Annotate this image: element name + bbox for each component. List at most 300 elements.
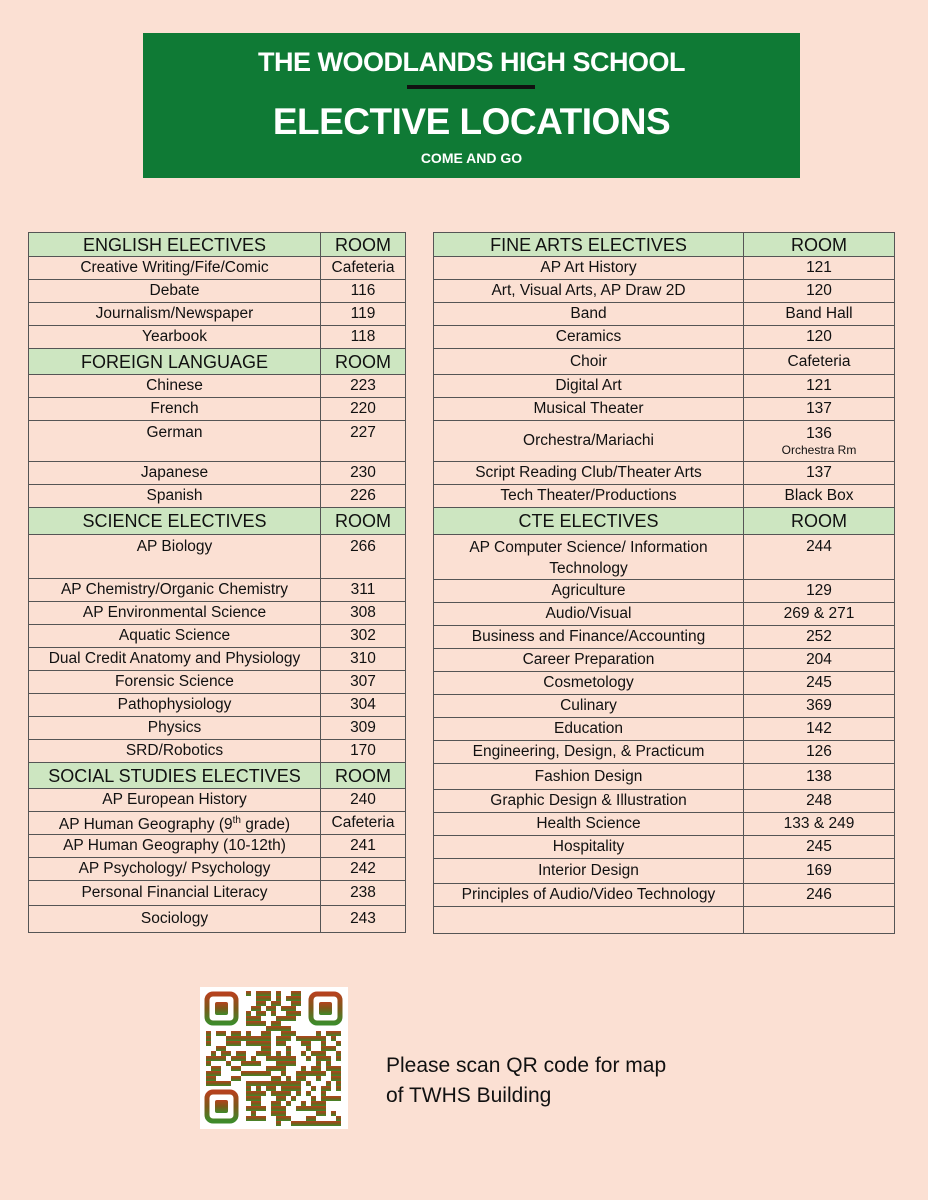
qr-module — [251, 1061, 256, 1066]
qr-module — [261, 1071, 266, 1076]
room-number: 311 — [321, 579, 406, 602]
elective-name: Japanese — [29, 462, 321, 485]
elective-name: Cosmetology — [434, 672, 744, 695]
room-number: 220 — [321, 398, 406, 421]
room-number: 309 — [321, 717, 406, 740]
qr-module — [276, 1021, 281, 1026]
elective-name: Art, Visual Arts, AP Draw 2D — [434, 280, 744, 303]
qr-module — [281, 1031, 286, 1036]
qr-module — [261, 1031, 266, 1036]
elective-name: German — [29, 421, 321, 462]
qr-module — [251, 1006, 256, 1011]
room-header: ROOM — [321, 349, 406, 375]
qr-module — [236, 1076, 241, 1081]
qr-module — [221, 1056, 226, 1061]
qr-module — [306, 1071, 311, 1076]
qr-module — [226, 1081, 231, 1086]
qr-module — [216, 1056, 221, 1061]
room-number: 119 — [321, 303, 406, 326]
qr-module — [286, 1101, 291, 1106]
qr-module — [326, 1056, 331, 1061]
empty-cell — [434, 907, 744, 934]
table-row — [434, 603, 895, 626]
qr-module — [321, 1091, 326, 1096]
room-number: 138 — [744, 764, 895, 790]
room-number: 133 & 249 — [744, 813, 895, 836]
qr-module — [291, 1031, 296, 1036]
elective-name: Education — [434, 718, 744, 741]
qr-module — [336, 1051, 341, 1056]
qr-module — [246, 1081, 251, 1086]
table-row — [434, 326, 895, 349]
qr-module — [286, 996, 291, 1001]
qr-module — [316, 1031, 321, 1036]
qr-module — [301, 1106, 306, 1111]
qr-module — [271, 1026, 276, 1031]
qr-module — [251, 1081, 256, 1086]
qr-module — [316, 1101, 321, 1106]
table-row — [29, 375, 406, 398]
room-header: ROOM — [744, 508, 895, 535]
qr-module — [296, 1071, 301, 1076]
qr-module — [266, 1071, 271, 1076]
qr-module — [321, 1121, 326, 1126]
room-number: 230 — [321, 462, 406, 485]
qr-module — [321, 1101, 326, 1106]
elective-name: Health Science — [434, 813, 744, 836]
qr-module — [291, 991, 296, 996]
qr-module — [271, 1056, 276, 1061]
elective-name: Orchestra/Mariachi — [434, 421, 744, 462]
qr-module — [331, 1036, 336, 1041]
qr-module — [326, 1061, 331, 1066]
qr-module — [266, 1031, 271, 1036]
table-row — [434, 462, 895, 485]
qr-module — [211, 1081, 216, 1086]
qr-module — [246, 1041, 251, 1046]
qr-module — [316, 1056, 321, 1061]
qr-module — [286, 1006, 291, 1011]
qr-module — [286, 1086, 291, 1091]
elective-name: Journalism/Newspaper — [29, 303, 321, 326]
qr-module — [261, 1021, 266, 1026]
qr-module — [311, 1096, 316, 1101]
qr-module — [276, 1096, 281, 1101]
qr-module — [286, 1031, 291, 1036]
qr-module — [336, 1076, 341, 1081]
qr-module — [276, 1026, 281, 1031]
room-number: 129 — [744, 580, 895, 603]
title-divider — [407, 85, 535, 89]
qr-module — [266, 991, 271, 996]
qr-module — [301, 1121, 306, 1126]
qr-module — [311, 1071, 316, 1076]
qr-module — [251, 1101, 256, 1106]
qr-module — [291, 1001, 296, 1006]
elective-name: Chinese — [29, 375, 321, 398]
qr-module — [276, 1041, 281, 1046]
qr-module — [336, 1116, 341, 1121]
qr-module — [291, 1006, 296, 1011]
qr-module — [321, 1056, 326, 1061]
qr-module — [281, 1041, 286, 1046]
room-number: 245 — [744, 672, 895, 695]
qr-module — [286, 1051, 291, 1056]
qr-module — [266, 1086, 271, 1091]
qr-module — [256, 1086, 261, 1091]
room-number: Cafeteria — [321, 257, 406, 280]
right-electives-table — [433, 232, 895, 934]
qr-module — [206, 1056, 211, 1061]
qr-module — [281, 1106, 286, 1111]
section-header-social-studies — [29, 763, 406, 789]
room-number: 142 — [744, 718, 895, 741]
qr-module — [286, 1076, 291, 1081]
qr-module — [276, 1036, 281, 1041]
qr-module — [231, 1041, 236, 1046]
qr-module — [216, 1071, 221, 1076]
qr-module — [296, 1121, 301, 1126]
table-row — [434, 718, 895, 741]
qr-module — [251, 1036, 256, 1041]
page-title: ELECTIVE LOCATIONS — [272, 101, 671, 142]
qr-module — [281, 1056, 286, 1061]
qr-module — [316, 1076, 321, 1081]
qr-module — [296, 1086, 301, 1091]
section-title: FOREIGN LANGUAGE — [29, 349, 321, 375]
qr-module — [276, 991, 281, 996]
qr-module — [336, 1066, 341, 1071]
qr-module — [286, 1011, 291, 1016]
qr-module — [276, 1091, 281, 1096]
room-note: Orchestra Rm — [781, 443, 857, 457]
qr-module — [276, 1066, 281, 1071]
room-number: 310 — [321, 648, 406, 671]
room-number: 369 — [744, 695, 895, 718]
qr-module — [306, 1036, 311, 1041]
qr-module — [226, 1036, 231, 1041]
qr-module — [296, 1011, 301, 1016]
qr-module — [321, 1096, 326, 1101]
qr-module — [236, 1036, 241, 1041]
table-row — [434, 398, 895, 421]
qr-module — [206, 1036, 211, 1041]
qr-module — [256, 1006, 261, 1011]
qr-module — [311, 1106, 316, 1111]
section-header-cte — [434, 508, 895, 535]
qr-module — [271, 1101, 276, 1106]
qr-module — [256, 1081, 261, 1086]
elective-name: AP Environmental Science — [29, 602, 321, 625]
qr-module — [316, 1061, 321, 1066]
qr-module — [291, 1081, 296, 1086]
elective-name: Digital Art — [434, 375, 744, 398]
qr-module — [256, 1016, 261, 1021]
table-row — [29, 257, 406, 280]
qr-module — [281, 1081, 286, 1086]
qr-module — [246, 1016, 251, 1021]
qr-module — [276, 1116, 281, 1121]
qr-module — [281, 1026, 286, 1031]
qr-module — [321, 1041, 326, 1046]
qr-module — [336, 1031, 341, 1036]
qr-module — [246, 1011, 251, 1016]
school-name: THE WOODLANDS HIGH SCHOOL — [258, 47, 685, 77]
qr-module — [206, 1081, 211, 1086]
qr-code-icon[interactable] — [200, 987, 348, 1129]
qr-module — [276, 1101, 281, 1106]
qr-module — [251, 1091, 256, 1096]
qr-module — [336, 1071, 341, 1076]
table-row — [29, 462, 406, 485]
room-header: ROOM — [744, 233, 895, 257]
table-row — [29, 835, 406, 858]
qr-module — [266, 1056, 271, 1061]
qr-module — [256, 1096, 261, 1101]
qr-module — [301, 1066, 306, 1071]
qr-module — [331, 1111, 336, 1116]
qr-module — [336, 1041, 341, 1046]
elective-name: Engineering, Design, & Practicum — [434, 741, 744, 764]
qr-module — [326, 1086, 331, 1091]
room-number: 137 — [744, 462, 895, 485]
qr-module — [301, 1041, 306, 1046]
qr-module — [246, 1091, 251, 1096]
elective-name: Sociology — [29, 906, 321, 933]
qr-module — [251, 1111, 256, 1116]
qr-module — [281, 1071, 286, 1076]
qr-module — [276, 1056, 281, 1061]
empty-cell — [744, 907, 895, 934]
qr-module — [276, 1051, 281, 1056]
qr-module — [211, 1051, 216, 1056]
qr-module — [206, 1041, 211, 1046]
qr-module — [286, 1081, 291, 1086]
qr-module — [286, 1026, 291, 1031]
table-row — [434, 535, 895, 580]
qr-module — [251, 1116, 256, 1121]
table-row-empty — [434, 907, 895, 934]
qr-module — [221, 1051, 226, 1056]
qr-module — [311, 1121, 316, 1126]
elective-name: Musical Theater — [434, 398, 744, 421]
qr-module — [271, 1091, 276, 1096]
table-row — [434, 375, 895, 398]
qr-module — [286, 1056, 291, 1061]
elective-name: French — [29, 398, 321, 421]
qr-module — [211, 1066, 216, 1071]
qr-module — [236, 1031, 241, 1036]
table-row — [29, 789, 406, 812]
qr-module — [316, 1066, 321, 1071]
table-row — [434, 349, 895, 375]
qr-module — [261, 1116, 266, 1121]
elective-name: Culinary — [434, 695, 744, 718]
qr-module — [296, 1036, 301, 1041]
qr-finder-dot — [215, 1002, 228, 1015]
table-row — [434, 672, 895, 695]
qr-module — [211, 1071, 216, 1076]
qr-module — [226, 1051, 231, 1056]
qr-module — [316, 1111, 321, 1116]
elective-name: AP Psychology/ Psychology — [29, 858, 321, 881]
room-number: 245 — [744, 836, 895, 859]
qr-module — [271, 1086, 276, 1091]
qr-module — [251, 1021, 256, 1026]
qr-module — [281, 1006, 286, 1011]
room-number: 118 — [321, 326, 406, 349]
room-number: Black Box — [744, 485, 895, 508]
qr-module — [316, 1036, 321, 1041]
elective-name: Interior Design — [434, 859, 744, 884]
table-row — [434, 257, 895, 280]
table-row — [434, 764, 895, 790]
qr-module — [236, 1066, 241, 1071]
qr-module — [316, 1051, 321, 1056]
qr-module — [256, 1061, 261, 1066]
qr-module — [286, 1116, 291, 1121]
qr-module — [281, 1086, 286, 1091]
qr-module — [246, 991, 251, 996]
table-row — [29, 421, 406, 462]
room-number: 226 — [321, 485, 406, 508]
elective-name: Physics — [29, 717, 321, 740]
qr-module — [331, 1096, 336, 1101]
qr-module — [206, 1076, 211, 1081]
qr-module — [266, 1041, 271, 1046]
qr-module — [281, 1066, 286, 1071]
qr-module — [296, 1081, 301, 1086]
room-number: 121 — [744, 257, 895, 280]
qr-module — [251, 1016, 256, 1021]
qr-module — [281, 1091, 286, 1096]
room-number: 120 — [744, 326, 895, 349]
qr-module — [221, 1046, 226, 1051]
qr-module — [256, 1011, 261, 1016]
qr-module — [246, 1116, 251, 1121]
room-number: Band Hall — [744, 303, 895, 326]
qr-module — [321, 1046, 326, 1051]
elective-name: Ceramics — [434, 326, 744, 349]
elective-name: Business and Finance/Accounting — [434, 626, 744, 649]
qr-module — [221, 1081, 226, 1086]
elective-name: Audio/Visual — [434, 603, 744, 626]
qr-module — [256, 1001, 261, 1006]
room-header: ROOM — [321, 763, 406, 789]
table-row — [434, 859, 895, 884]
qr-module — [311, 1101, 316, 1106]
table-row — [29, 740, 406, 763]
qr-module — [206, 1071, 211, 1076]
qr-module — [301, 1076, 306, 1081]
qr-module — [331, 1071, 336, 1076]
table-row — [29, 625, 406, 648]
qr-module — [286, 1036, 291, 1041]
section-header-science — [29, 508, 406, 535]
qr-module — [306, 1116, 311, 1121]
table-row — [29, 906, 406, 933]
elective-name: Yearbook — [29, 326, 321, 349]
qr-module — [326, 1121, 331, 1126]
qr-module — [206, 1031, 211, 1036]
table-row — [434, 580, 895, 603]
elective-name: Fashion Design — [434, 764, 744, 790]
qr-module — [236, 1056, 241, 1061]
qr-module — [316, 1106, 321, 1111]
qr-module — [261, 1011, 266, 1016]
qr-module — [306, 1056, 311, 1061]
table-row — [29, 881, 406, 906]
section-header-fine-arts — [434, 233, 895, 257]
qr-module — [276, 1001, 281, 1006]
room-number: 241 — [321, 835, 406, 858]
qr-module — [276, 1016, 281, 1021]
qr-module — [241, 1071, 246, 1076]
qr-module — [246, 1096, 251, 1101]
qr-module — [251, 1041, 256, 1046]
qr-module — [276, 1081, 281, 1086]
room-number: 304 — [321, 694, 406, 717]
table-row — [434, 303, 895, 326]
qr-module — [291, 1086, 296, 1091]
qr-finder-dot — [215, 1100, 228, 1113]
table-row — [29, 579, 406, 602]
qr-module — [271, 1011, 276, 1016]
table-row — [29, 694, 406, 717]
qr-module — [246, 1031, 251, 1036]
table-row — [29, 671, 406, 694]
qr-module — [241, 1036, 246, 1041]
qr-module — [271, 1076, 276, 1081]
table-row — [29, 303, 406, 326]
table-row — [29, 535, 406, 579]
qr-module — [231, 1031, 236, 1036]
qr-module — [321, 1086, 326, 1091]
qr-module — [301, 1051, 306, 1056]
room-number: 116 — [321, 280, 406, 303]
qr-module — [226, 1041, 231, 1046]
qr-module — [331, 1031, 336, 1036]
table-row — [29, 602, 406, 625]
qr-module — [231, 1056, 236, 1061]
page-subtitle: COME AND GO — [420, 150, 523, 166]
table-row — [434, 485, 895, 508]
qr-module — [316, 1121, 321, 1126]
title-banner — [143, 33, 800, 178]
qr-module — [266, 1081, 271, 1086]
qr-module — [251, 1056, 256, 1061]
table-row — [29, 858, 406, 881]
qr-module — [281, 1061, 286, 1066]
qr-module — [291, 1061, 296, 1066]
qr-module — [296, 1106, 301, 1111]
elective-name: Career Preparation — [434, 649, 744, 672]
qr-module — [321, 1106, 326, 1111]
qr-module — [241, 1061, 246, 1066]
qr-module — [296, 991, 301, 996]
qr-module — [271, 1106, 276, 1111]
qr-module — [226, 1061, 231, 1066]
qr-module — [261, 1036, 266, 1041]
table-row — [29, 280, 406, 303]
elective-name: Pathophysiology — [29, 694, 321, 717]
qr-module — [271, 1111, 276, 1116]
qr-module — [256, 996, 261, 1001]
qr-module — [291, 1096, 296, 1101]
qr-module — [291, 1011, 296, 1016]
qr-module — [271, 1001, 276, 1006]
qr-module — [236, 1041, 241, 1046]
